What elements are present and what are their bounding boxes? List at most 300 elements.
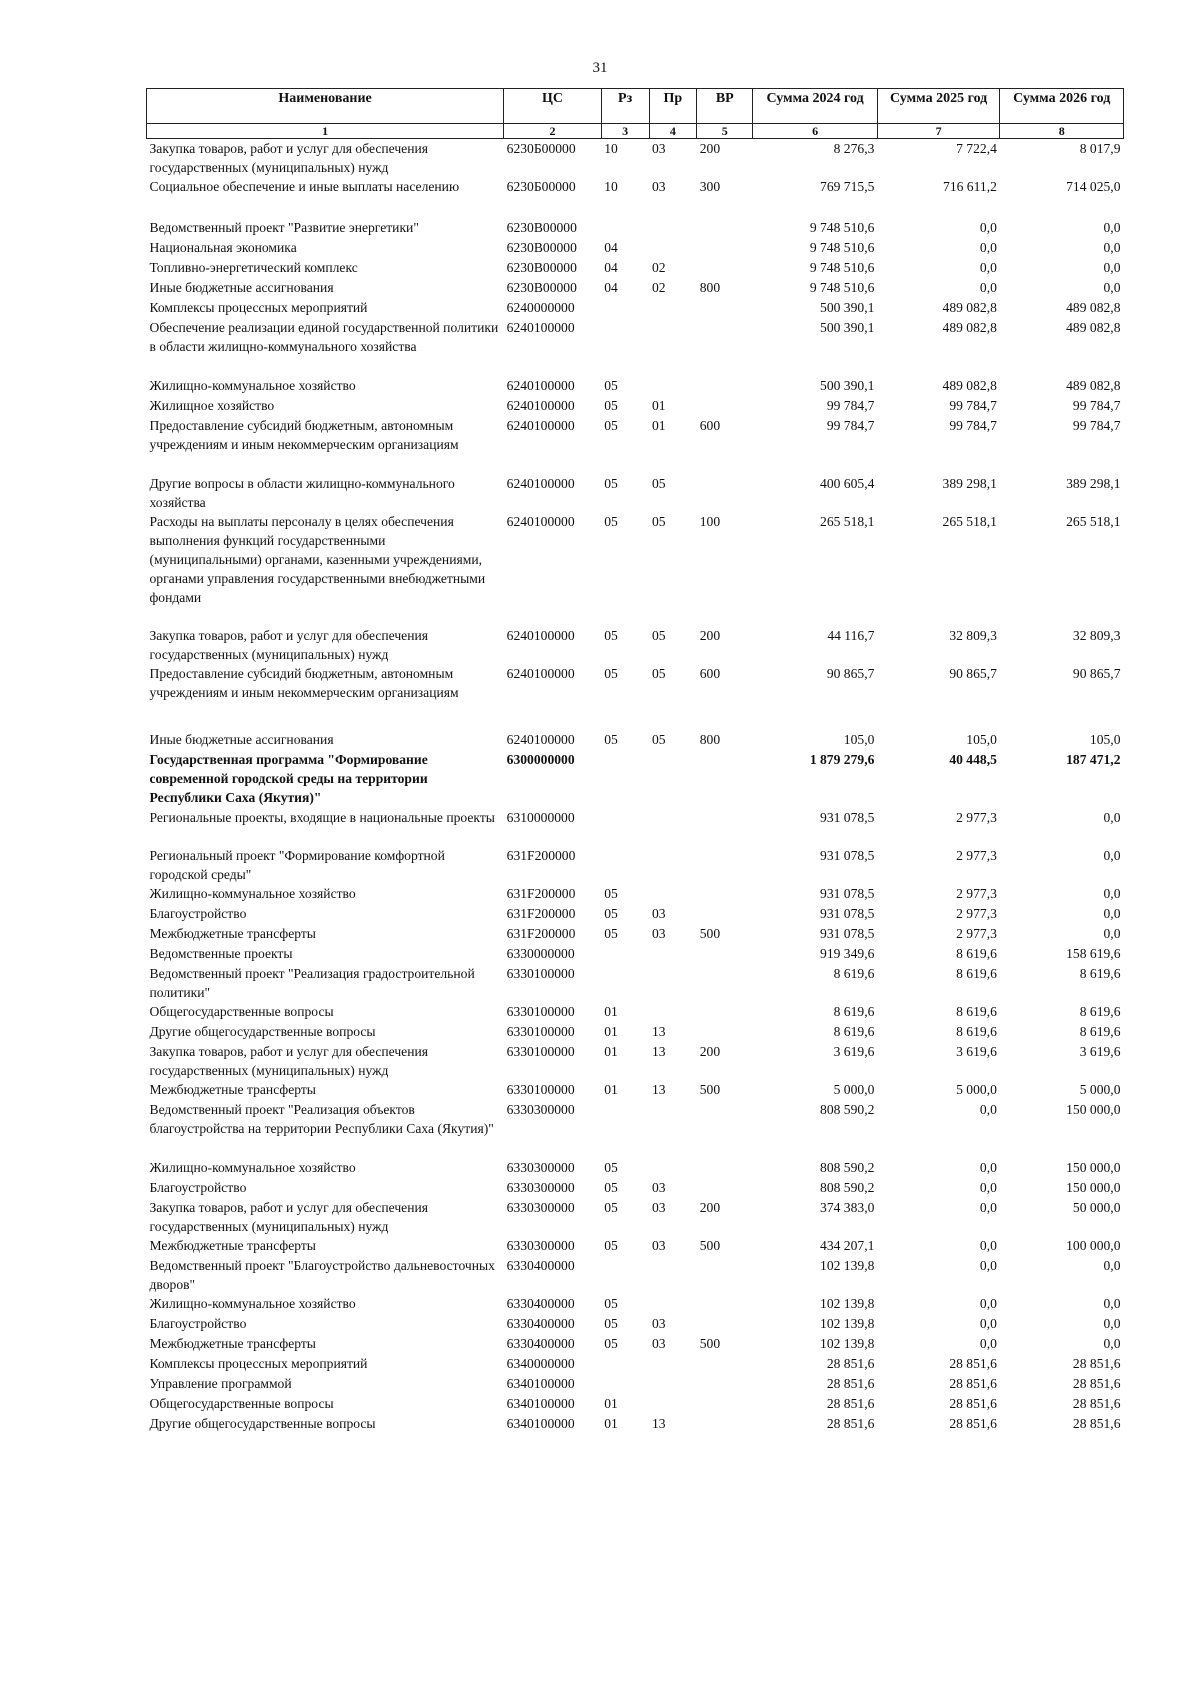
row-sum-2025: 28 851,6 bbox=[949, 1356, 997, 1371]
row-vr bbox=[697, 396, 753, 416]
row-sum-2025: 0,0 bbox=[979, 220, 997, 235]
row-name: Иные бюджетные ассигнования bbox=[149, 732, 334, 747]
row-pr bbox=[649, 318, 697, 376]
row-sum-2026: 0,0 bbox=[1103, 280, 1121, 295]
table-row bbox=[147, 139, 1124, 178]
row-cs: 6340100000 bbox=[506, 1396, 575, 1411]
column-number: 3 bbox=[601, 124, 649, 139]
row-sum-2026: 99 784,7 bbox=[1072, 418, 1121, 433]
row-sum-2026: 0,0 bbox=[1103, 810, 1121, 825]
row-cs: 6240100000 bbox=[506, 418, 575, 433]
row-sum-2026: 0,0 bbox=[1103, 1258, 1121, 1273]
row-pr: 05 bbox=[652, 476, 666, 491]
row-cs: 6330400000 bbox=[506, 1336, 575, 1351]
row-sum-2026: 389 298,1 bbox=[1066, 476, 1121, 491]
row-sum-2025: 0,0 bbox=[979, 1336, 997, 1351]
row-sum-2024: 919 349,6 bbox=[820, 946, 875, 961]
row-pr: 13 bbox=[652, 1082, 666, 1097]
table-row bbox=[147, 924, 1124, 944]
table-row bbox=[147, 1414, 1124, 1434]
row-vr bbox=[697, 808, 753, 846]
row-rz bbox=[601, 1354, 649, 1374]
row-sum-2024: 102 139,8 bbox=[820, 1336, 875, 1351]
row-sum-2024: 931 078,5 bbox=[820, 926, 875, 941]
row-pr bbox=[649, 944, 697, 964]
row-sum-2026: 28 851,6 bbox=[1072, 1416, 1121, 1431]
table-row bbox=[147, 846, 1124, 884]
row-rz: 05 bbox=[604, 1200, 618, 1215]
table-row bbox=[147, 1002, 1124, 1022]
row-name: Жилищно-коммунальное хозяйство bbox=[149, 1296, 356, 1311]
row-cs: 6240100000 bbox=[506, 378, 575, 393]
row-sum-2026: 489 082,8 bbox=[1066, 320, 1121, 335]
row-pr bbox=[649, 808, 697, 846]
row-sum-2026: 3 619,6 bbox=[1079, 1044, 1121, 1059]
row-cs: 6330300000 bbox=[506, 1238, 575, 1253]
row-vr bbox=[697, 964, 753, 1002]
row-sum-2024: 5 000,0 bbox=[833, 1082, 875, 1097]
row-rz: 04 bbox=[604, 280, 618, 295]
row-sum-2025: 0,0 bbox=[979, 1258, 997, 1273]
row-name: Закупка товаров, работ и услуг для обеспечения государственных (муниципальных) нужд bbox=[149, 1044, 428, 1078]
row-pr: 03 bbox=[652, 1238, 666, 1253]
row-rz: 05 bbox=[604, 1336, 618, 1351]
row-name: Межбюджетные трансферты bbox=[149, 1082, 316, 1097]
row-sum-2024: 102 139,8 bbox=[820, 1296, 875, 1311]
row-sum-2024: 9 748 510,6 bbox=[809, 220, 875, 235]
row-rz bbox=[601, 944, 649, 964]
row-sum-2024: 8 619,6 bbox=[833, 1004, 875, 1019]
row-pr: 13 bbox=[652, 1024, 666, 1039]
table-row bbox=[147, 904, 1124, 924]
row-sum-2026: 0,0 bbox=[1103, 906, 1121, 921]
row-cs: 6240100000 bbox=[506, 628, 575, 643]
row-sum-2025: 32 809,3 bbox=[949, 628, 997, 643]
row-sum-2024: 500 390,1 bbox=[820, 378, 875, 393]
row-sum-2024: 265 518,1 bbox=[820, 514, 875, 529]
row-sum-2026: 100 000,0 bbox=[1066, 1238, 1121, 1253]
row-vr bbox=[697, 1002, 753, 1022]
header-cs: ЦС bbox=[504, 89, 602, 124]
row-name: Ведомственный проект "Реализация объектов благоустройства на территории Республики Саха (Якутия)" bbox=[149, 1102, 494, 1136]
row-vr: 300 bbox=[699, 179, 721, 194]
row-vr bbox=[697, 238, 753, 258]
table-row bbox=[147, 1294, 1124, 1314]
row-cs: 6330300000 bbox=[506, 1102, 575, 1117]
row-sum-2025: 0,0 bbox=[979, 240, 997, 255]
row-sum-2025: 28 851,6 bbox=[949, 1416, 997, 1431]
table-row bbox=[147, 474, 1124, 512]
row-vr bbox=[697, 1294, 753, 1314]
row-name: Государственная программа "Формирование современной городской среды на территории Республики Саха (Якутия)" bbox=[149, 752, 428, 805]
row-name: Предоставление субсидий бюджетным, автономным учреждениям и иным некоммерческим организациям bbox=[149, 418, 459, 452]
row-pr: 03 bbox=[652, 926, 666, 941]
table-row bbox=[147, 750, 1124, 808]
table-row bbox=[147, 730, 1124, 750]
row-sum-2026: 0,0 bbox=[1103, 260, 1121, 275]
row-cs: 6230В00000 bbox=[506, 280, 577, 295]
table-row bbox=[147, 258, 1124, 278]
table-row bbox=[147, 1178, 1124, 1198]
row-rz bbox=[601, 1100, 649, 1158]
row-rz: 05 bbox=[604, 1160, 618, 1175]
row-cs: 631F200000 bbox=[506, 848, 576, 863]
row-name: Региональные проекты, входящие в национальные проекты bbox=[149, 810, 495, 825]
row-sum-2026: 158 619,6 bbox=[1066, 946, 1121, 961]
row-sum-2024: 500 390,1 bbox=[820, 320, 875, 335]
row-sum-2024: 8 619,6 bbox=[833, 1024, 875, 1039]
row-pr bbox=[649, 298, 697, 318]
row-name: Благоустройство bbox=[149, 1316, 247, 1331]
row-sum-2026: 105,0 bbox=[1089, 732, 1121, 747]
row-cs: 6300000000 bbox=[506, 752, 575, 767]
row-name: Общегосударственные вопросы bbox=[149, 1396, 334, 1411]
row-rz: 05 bbox=[604, 514, 618, 529]
row-rz: 05 bbox=[604, 1238, 618, 1253]
row-name: Благоустройство bbox=[149, 906, 247, 921]
row-sum-2026: 28 851,6 bbox=[1072, 1356, 1121, 1371]
row-rz: 01 bbox=[604, 1004, 618, 1019]
row-cs: 6330100000 bbox=[506, 1044, 575, 1059]
row-pr bbox=[649, 750, 697, 808]
table-row bbox=[147, 964, 1124, 1002]
row-sum-2024: 808 590,2 bbox=[820, 1160, 875, 1175]
row-vr bbox=[697, 1414, 753, 1434]
table-row bbox=[147, 808, 1124, 846]
row-rz: 01 bbox=[604, 1416, 618, 1431]
row-pr: 03 bbox=[652, 1200, 666, 1215]
row-sum-2024: 769 715,5 bbox=[820, 179, 875, 194]
row-pr bbox=[649, 1100, 697, 1158]
row-cs: 6230Б00000 bbox=[506, 179, 576, 194]
row-vr bbox=[697, 1158, 753, 1178]
row-vr bbox=[697, 1314, 753, 1334]
row-pr bbox=[649, 964, 697, 1002]
row-cs: 6330300000 bbox=[506, 1160, 575, 1175]
row-pr: 03 bbox=[652, 179, 666, 194]
row-sum-2025: 8 619,6 bbox=[956, 1004, 997, 1019]
table-row bbox=[147, 1158, 1124, 1178]
row-name: Жилищно-коммунальное хозяйство bbox=[149, 378, 356, 393]
row-cs: 6330100000 bbox=[506, 966, 575, 981]
row-sum-2024: 500 390,1 bbox=[820, 300, 875, 315]
row-cs: 6330300000 bbox=[506, 1180, 575, 1195]
row-pr bbox=[649, 1394, 697, 1414]
row-pr bbox=[649, 1256, 697, 1294]
row-sum-2025: 28 851,6 bbox=[949, 1396, 997, 1411]
row-vr bbox=[697, 846, 753, 884]
row-sum-2025: 0,0 bbox=[979, 1316, 997, 1331]
row-sum-2025: 28 851,6 bbox=[949, 1376, 997, 1391]
table-row bbox=[147, 1042, 1124, 1080]
row-sum-2026: 5 000,0 bbox=[1079, 1082, 1121, 1097]
row-sum-2024: 808 590,2 bbox=[820, 1180, 875, 1195]
column-number-row bbox=[147, 124, 1124, 139]
row-rz: 04 bbox=[604, 260, 618, 275]
table-row bbox=[147, 218, 1124, 238]
row-pr bbox=[649, 1158, 697, 1178]
row-vr bbox=[697, 1354, 753, 1374]
row-pr: 03 bbox=[652, 1316, 666, 1331]
row-pr: 03 bbox=[652, 1336, 666, 1351]
header-sum-2024: Сумма 2024 год bbox=[753, 89, 878, 124]
row-vr bbox=[697, 1100, 753, 1158]
row-name: Иные бюджетные ассигнования bbox=[149, 280, 334, 295]
row-vr bbox=[697, 474, 753, 512]
row-pr bbox=[649, 884, 697, 904]
row-sum-2024: 931 078,5 bbox=[820, 848, 875, 863]
row-name: Закупка товаров, работ и услуг для обеспечения государственных (муниципальных) нужд bbox=[149, 1200, 428, 1234]
row-cs: 6230Б00000 bbox=[506, 141, 576, 156]
row-sum-2026: 150 000,0 bbox=[1066, 1102, 1121, 1117]
header-sum-2026: Сумма 2026 год bbox=[1000, 89, 1124, 124]
header-rz: Рз bbox=[601, 89, 649, 124]
row-sum-2024: 28 851,6 bbox=[826, 1356, 875, 1371]
row-rz: 05 bbox=[604, 906, 618, 921]
budget-table bbox=[146, 88, 1124, 1434]
row-rz: 04 bbox=[604, 240, 618, 255]
row-rz: 10 bbox=[604, 141, 618, 156]
row-name: Общегосударственные вопросы bbox=[149, 1004, 334, 1019]
row-name: Другие общегосударственные вопросы bbox=[149, 1024, 376, 1039]
row-sum-2025: 0,0 bbox=[979, 260, 997, 275]
row-pr bbox=[649, 1374, 697, 1394]
row-pr bbox=[649, 1354, 697, 1374]
row-sum-2024: 44 116,7 bbox=[827, 628, 875, 643]
row-sum-2026: 28 851,6 bbox=[1072, 1376, 1121, 1391]
row-vr bbox=[697, 1394, 753, 1414]
row-pr: 13 bbox=[652, 1416, 666, 1431]
table-row bbox=[147, 298, 1124, 318]
row-vr bbox=[697, 884, 753, 904]
table-row bbox=[147, 1198, 1124, 1236]
table-row bbox=[147, 1374, 1124, 1394]
row-sum-2025: 0,0 bbox=[979, 1238, 997, 1253]
row-rz: 01 bbox=[604, 1024, 618, 1039]
table-row bbox=[147, 396, 1124, 416]
table-row bbox=[147, 1080, 1124, 1100]
row-cs: 6240100000 bbox=[506, 320, 575, 335]
table-row bbox=[147, 238, 1124, 258]
row-pr: 01 bbox=[652, 398, 666, 413]
row-sum-2026: 99 784,7 bbox=[1072, 398, 1121, 413]
row-rz bbox=[601, 1374, 649, 1394]
row-rz: 05 bbox=[604, 398, 618, 413]
table-row bbox=[147, 944, 1124, 964]
header-vr: ВР bbox=[697, 89, 753, 124]
header-pr: Пр bbox=[649, 89, 697, 124]
row-pr: 02 bbox=[652, 260, 666, 275]
row-cs: 6240100000 bbox=[506, 476, 575, 491]
row-rz: 01 bbox=[604, 1396, 618, 1411]
row-rz: 10 bbox=[604, 179, 618, 194]
row-vr: 200 bbox=[699, 1200, 721, 1215]
row-name: Межбюджетные трансферты bbox=[149, 1336, 316, 1351]
table-row bbox=[147, 884, 1124, 904]
row-sum-2025: 489 082,8 bbox=[942, 378, 997, 393]
row-cs: 6240000000 bbox=[506, 300, 575, 315]
row-rz bbox=[601, 846, 649, 884]
row-pr: 05 bbox=[652, 732, 666, 747]
row-pr: 03 bbox=[652, 141, 666, 156]
row-sum-2024: 808 590,2 bbox=[820, 1102, 875, 1117]
row-vr bbox=[697, 218, 753, 238]
row-sum-2025: 2 977,3 bbox=[956, 886, 997, 901]
row-vr: 100 bbox=[699, 514, 721, 529]
column-number: 5 bbox=[697, 124, 753, 139]
row-name: Обеспечение реализации единой государственной политики в области жилищно-коммунального хозяйства bbox=[149, 320, 499, 354]
row-rz bbox=[601, 318, 649, 376]
row-sum-2024: 9 748 510,6 bbox=[809, 260, 875, 275]
row-pr: 05 bbox=[652, 666, 666, 681]
row-rz: 01 bbox=[604, 1082, 618, 1097]
row-sum-2026: 714 025,0 bbox=[1066, 179, 1121, 194]
header-name: Наименование bbox=[147, 89, 504, 124]
row-sum-2024: 28 851,6 bbox=[826, 1396, 875, 1411]
row-name: Жилищно-коммунальное хозяйство bbox=[149, 886, 356, 901]
row-cs: 6330000000 bbox=[506, 946, 575, 961]
table-row bbox=[147, 1022, 1124, 1042]
row-vr bbox=[697, 904, 753, 924]
row-rz: 05 bbox=[604, 628, 618, 643]
row-sum-2024: 105,0 bbox=[843, 732, 875, 747]
row-vr: 500 bbox=[699, 926, 721, 941]
row-rz: 01 bbox=[604, 1044, 618, 1059]
column-number: 4 bbox=[649, 124, 697, 139]
row-sum-2026: 0,0 bbox=[1103, 1316, 1121, 1331]
row-cs: 6240100000 bbox=[506, 514, 575, 529]
row-sum-2025: 5 000,0 bbox=[956, 1082, 997, 1097]
row-sum-2026: 150 000,0 bbox=[1066, 1180, 1121, 1195]
row-cs: 6230В00000 bbox=[506, 260, 577, 275]
row-sum-2026: 150 000,0 bbox=[1066, 1160, 1121, 1175]
header-sum-2025: Сумма 2025 год bbox=[877, 89, 1000, 124]
row-name: Ведомственный проект "Благоустройство дальневосточных дворов" bbox=[149, 1258, 495, 1292]
row-sum-2026: 0,0 bbox=[1103, 1296, 1121, 1311]
row-cs: 6230В00000 bbox=[506, 220, 577, 235]
row-rz: 05 bbox=[604, 1180, 618, 1195]
row-name: Управление программой bbox=[149, 1376, 292, 1391]
row-sum-2024: 931 078,5 bbox=[820, 810, 875, 825]
row-sum-2026: 0,0 bbox=[1103, 1336, 1121, 1351]
table-body bbox=[147, 139, 1124, 1435]
row-name: Комплексы процессных мероприятий bbox=[149, 300, 368, 315]
table-row bbox=[147, 512, 1124, 626]
row-sum-2026: 187 471,2 bbox=[1066, 752, 1121, 767]
row-vr bbox=[697, 1178, 753, 1198]
row-name: Жилищно-коммунальное хозяйство bbox=[149, 1160, 356, 1175]
row-pr bbox=[649, 1294, 697, 1314]
row-sum-2026: 32 809,3 bbox=[1072, 628, 1121, 643]
row-rz: 05 bbox=[604, 1296, 618, 1311]
row-pr bbox=[649, 238, 697, 258]
row-name: Жилищное хозяйство bbox=[149, 398, 275, 413]
row-cs: 6240100000 bbox=[506, 732, 575, 747]
row-name: Расходы на выплаты персоналу в целях обеспечения выполнения функций государственными (муниципальными) органами, казенными учреждениями, органами управления государственными внебюджетными фондами bbox=[149, 514, 486, 605]
row-name: Комплексы процессных мероприятий bbox=[149, 1356, 368, 1371]
row-name: Закупка товаров, работ и услуг для обеспечения государственных (муниципальных) нужд bbox=[149, 141, 428, 175]
row-pr: 13 bbox=[652, 1044, 666, 1059]
row-sum-2025: 389 298,1 bbox=[942, 476, 997, 491]
row-vr bbox=[697, 944, 753, 964]
row-sum-2024: 400 605,4 bbox=[820, 476, 875, 491]
row-name: Другие общегосударственные вопросы bbox=[149, 1416, 376, 1431]
row-name: Региональный проект "Формирование комфортной городской среды" bbox=[149, 848, 445, 882]
row-pr: 01 bbox=[652, 418, 666, 433]
row-sum-2025: 90 865,7 bbox=[949, 666, 997, 681]
row-name: Ведомственные проекты bbox=[149, 946, 293, 961]
row-rz: 05 bbox=[604, 1316, 618, 1331]
row-name: Национальная экономика bbox=[149, 240, 297, 255]
row-rz: 05 bbox=[604, 926, 618, 941]
row-sum-2025: 3 619,6 bbox=[956, 1044, 997, 1059]
row-cs: 6240100000 bbox=[506, 398, 575, 413]
row-cs: 631F200000 bbox=[506, 926, 576, 941]
row-cs: 6330100000 bbox=[506, 1004, 575, 1019]
table-row bbox=[147, 1236, 1124, 1256]
row-sum-2026: 8 017,9 bbox=[1079, 141, 1121, 156]
table-row bbox=[147, 1100, 1124, 1158]
row-rz bbox=[601, 218, 649, 238]
row-sum-2025: 0,0 bbox=[979, 1180, 997, 1195]
row-rz: 05 bbox=[604, 732, 618, 747]
row-sum-2024: 28 851,6 bbox=[826, 1416, 875, 1431]
row-vr: 200 bbox=[699, 141, 721, 156]
row-name: Закупка товаров, работ и услуг для обеспечения государственных (муниципальных) нужд bbox=[149, 628, 428, 662]
row-cs: 6330300000 bbox=[506, 1200, 575, 1215]
row-pr bbox=[649, 218, 697, 238]
row-sum-2024: 90 865,7 bbox=[826, 666, 875, 681]
row-cs: 6230В00000 bbox=[506, 240, 577, 255]
row-sum-2024: 8 619,6 bbox=[833, 966, 875, 981]
row-sum-2025: 716 611,2 bbox=[943, 179, 997, 194]
page-number: 31 bbox=[592, 60, 608, 76]
table-row bbox=[147, 1394, 1124, 1414]
row-cs: 6340100000 bbox=[506, 1416, 575, 1431]
row-sum-2024: 3 619,6 bbox=[833, 1044, 875, 1059]
header-row bbox=[147, 89, 1124, 124]
row-sum-2025: 265 518,1 bbox=[942, 514, 997, 529]
row-cs: 6330400000 bbox=[506, 1258, 575, 1273]
row-rz: 05 bbox=[604, 886, 618, 901]
row-pr bbox=[649, 846, 697, 884]
table-row bbox=[147, 1314, 1124, 1334]
row-sum-2024: 102 139,8 bbox=[820, 1258, 875, 1273]
row-cs: 6330400000 bbox=[506, 1296, 575, 1311]
row-sum-2025: 2 977,3 bbox=[956, 926, 997, 941]
row-rz bbox=[601, 1256, 649, 1294]
row-cs: 6330100000 bbox=[506, 1082, 575, 1097]
row-sum-2025: 2 977,3 bbox=[956, 906, 997, 921]
row-sum-2025: 0,0 bbox=[979, 1160, 997, 1175]
row-sum-2026: 0,0 bbox=[1103, 240, 1121, 255]
row-sum-2024: 931 078,5 bbox=[820, 886, 875, 901]
table-row bbox=[147, 626, 1124, 664]
row-sum-2024: 374 383,0 bbox=[820, 1200, 875, 1215]
table-row bbox=[147, 376, 1124, 396]
row-vr bbox=[697, 1022, 753, 1042]
row-sum-2025: 489 082,8 bbox=[942, 300, 997, 315]
row-sum-2024: 1 879 279,6 bbox=[809, 752, 875, 767]
row-name: Ведомственный проект "Развитие энергетики" bbox=[149, 220, 419, 235]
row-sum-2024: 99 784,7 bbox=[826, 418, 875, 433]
row-rz: 05 bbox=[604, 378, 618, 393]
row-sum-2024: 9 748 510,6 bbox=[809, 280, 875, 295]
row-sum-2025: 2 977,3 bbox=[956, 848, 997, 863]
row-vr bbox=[697, 258, 753, 278]
row-name: Топливно-энергетический комплекс bbox=[149, 260, 358, 275]
row-sum-2025: 8 619,6 bbox=[956, 1024, 997, 1039]
